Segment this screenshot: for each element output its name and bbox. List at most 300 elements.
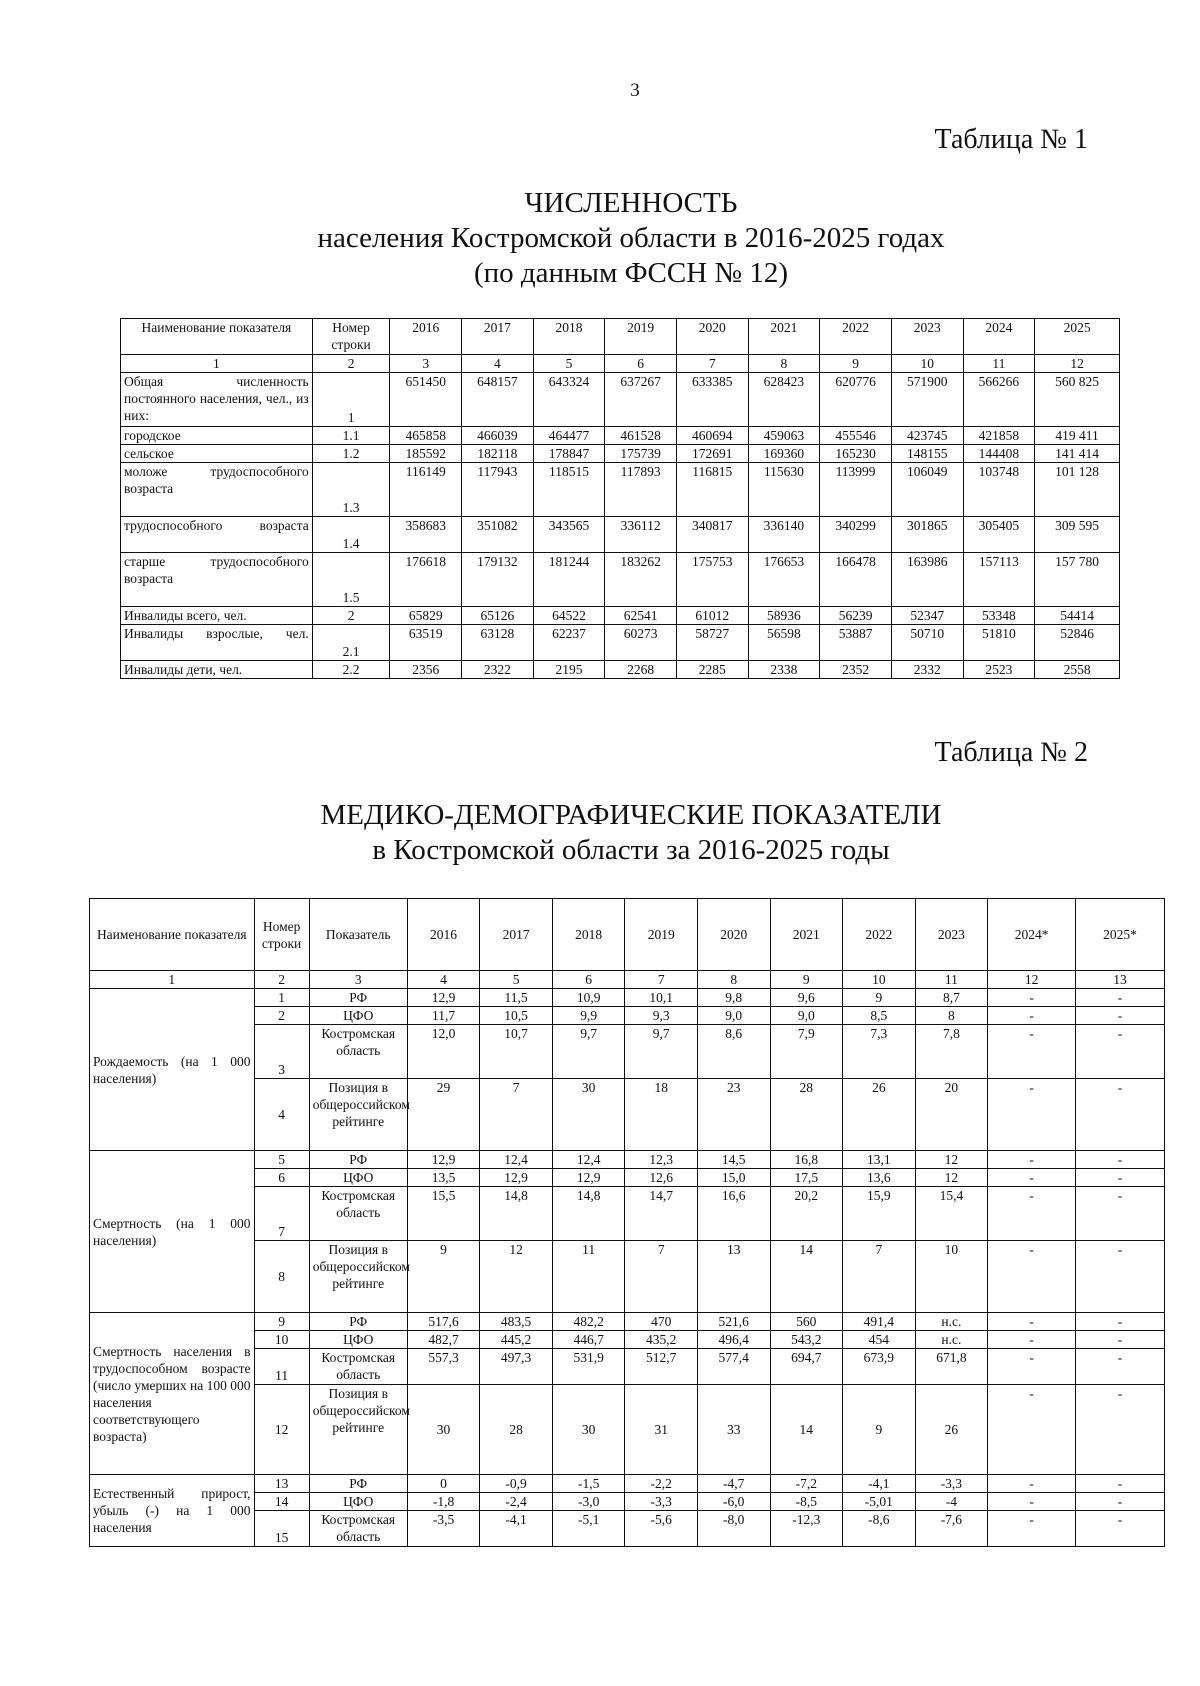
- column-header-year: 2024: [963, 319, 1035, 355]
- row-label: Инвалиды дети, чел.: [121, 661, 313, 679]
- table-cell: 56598: [748, 625, 820, 661]
- table-header-row: [121, 319, 1120, 355]
- table-header-row: [90, 899, 1165, 971]
- table-cell: 12: [480, 1241, 553, 1313]
- row-indicator: РФ: [309, 1313, 407, 1331]
- table-cell: -: [988, 1151, 1076, 1169]
- row-label: городское: [121, 427, 313, 445]
- table-cell: 340817: [676, 517, 748, 553]
- table-cell: 54414: [1035, 607, 1120, 625]
- table-cell: 13,1: [843, 1151, 916, 1169]
- table-cell: 30: [552, 1079, 625, 1151]
- row-number: 1.2: [312, 445, 390, 463]
- table-cell: -: [1076, 1079, 1165, 1151]
- column-number: 11: [915, 971, 988, 989]
- medical-demographic-table: [89, 898, 1165, 1547]
- row-number: 9: [254, 1313, 309, 1331]
- column-number: 11: [963, 355, 1035, 373]
- table-cell: 10,7: [480, 1025, 553, 1079]
- table-cell: -: [1076, 1007, 1165, 1025]
- table-cell: 560 825: [1035, 373, 1120, 427]
- table-cell: 9,9: [552, 1007, 625, 1025]
- table-cell: 12,0: [407, 1025, 480, 1079]
- column-header-year: 2018: [552, 899, 625, 971]
- column-number: 4: [462, 355, 534, 373]
- row-indicator: Позиция в общероссийском рейтинге: [309, 1241, 407, 1313]
- table-cell: -: [1076, 1511, 1165, 1547]
- row-label: Общая численность постоянного населения, чел., из них:: [121, 373, 313, 427]
- population-table: [120, 318, 1120, 679]
- table-cell: 28: [480, 1385, 553, 1475]
- column-number: 3: [309, 971, 407, 989]
- column-number: 2: [312, 355, 390, 373]
- table-cell: 531,9: [552, 1349, 625, 1385]
- column-header-year: 2020: [676, 319, 748, 355]
- table-cell: 64522: [533, 607, 605, 625]
- table-cell: 9,3: [625, 1007, 698, 1025]
- table-cell: -: [1076, 1349, 1165, 1385]
- row-label: сельское: [121, 445, 313, 463]
- row-group-label: Смертность (на 1 000 населения): [90, 1151, 255, 1313]
- table-cell: 17,5: [770, 1169, 843, 1187]
- table-cell: 12: [915, 1151, 988, 1169]
- table-cell: 58936: [748, 607, 820, 625]
- table-cell: 179132: [462, 553, 534, 607]
- table-cell: 637267: [605, 373, 677, 427]
- table-cell: 483,5: [480, 1313, 553, 1331]
- table-cell: 671,8: [915, 1349, 988, 1385]
- table-cell: -: [1076, 1331, 1165, 1349]
- table-cell: 10,5: [480, 1007, 553, 1025]
- table-cell: 117943: [462, 463, 534, 517]
- table-cell: -8,6: [843, 1511, 916, 1547]
- table-cell: 62541: [605, 607, 677, 625]
- table1-subtitle: населения Костромской области в 2016-2025 годах: [317, 222, 945, 254]
- table-cell: 15,0: [697, 1169, 770, 1187]
- row-indicator: Костромская область: [309, 1349, 407, 1385]
- table-cell: 52347: [891, 607, 963, 625]
- table-cell: -3,0: [552, 1493, 625, 1511]
- row-number: 6: [254, 1169, 309, 1187]
- table-cell: 459063: [748, 427, 820, 445]
- table-cell: -: [988, 1493, 1076, 1511]
- table-cell: -4,1: [843, 1475, 916, 1493]
- table-cell: 2332: [891, 661, 963, 679]
- table-cell: 0: [407, 1475, 480, 1493]
- table-cell: 106049: [891, 463, 963, 517]
- column-number: 5: [480, 971, 553, 989]
- table-cell: 63128: [462, 625, 534, 661]
- table2-label: Таблица № 2: [934, 737, 1088, 768]
- row-number: 8: [254, 1241, 309, 1313]
- table-cell: 14,8: [552, 1187, 625, 1241]
- table-cell: 52846: [1035, 625, 1120, 661]
- column-header-year: 2018: [533, 319, 605, 355]
- table-cell: 11: [552, 1241, 625, 1313]
- column-number: 12: [988, 971, 1076, 989]
- column-number: 2: [254, 971, 309, 989]
- column-number: 12: [1035, 355, 1120, 373]
- table-cell: 336112: [605, 517, 677, 553]
- table-cell: -: [988, 1241, 1076, 1313]
- table-cell: 33: [697, 1385, 770, 1475]
- row-indicator: РФ: [309, 1151, 407, 1169]
- column-header-year: 2020: [697, 899, 770, 971]
- table-cell: 185592: [390, 445, 462, 463]
- table-cell: 181244: [533, 553, 605, 607]
- column-header-name: Наименование показателя: [121, 319, 313, 355]
- table-cell: 7,3: [843, 1025, 916, 1079]
- table-row: [121, 661, 1120, 679]
- table-cell: 176653: [748, 553, 820, 607]
- table-cell: 512,7: [625, 1349, 698, 1385]
- table-cell: 464477: [533, 427, 605, 445]
- table-cell: -: [988, 989, 1076, 1007]
- table-cell: 65829: [390, 607, 462, 625]
- table-cell: 8: [915, 1007, 988, 1025]
- table-cell: 460694: [676, 427, 748, 445]
- table-row: [121, 607, 1120, 625]
- table-cell: 421858: [963, 427, 1035, 445]
- table-cell: 694,7: [770, 1349, 843, 1385]
- row-number: 1: [312, 373, 390, 427]
- table-cell: 12: [915, 1169, 988, 1187]
- table-cell: 61012: [676, 607, 748, 625]
- table-cell: н.с.: [915, 1313, 988, 1331]
- table-cell: 9,0: [770, 1007, 843, 1025]
- table-cell: -5,01: [843, 1493, 916, 1511]
- table-cell: 2338: [748, 661, 820, 679]
- table1-source: (по данным ФССН № 12): [473, 257, 789, 289]
- table-cell: 62237: [533, 625, 605, 661]
- table-cell: 10,1: [625, 989, 698, 1007]
- table-row: [121, 427, 1120, 445]
- table-cell: 60273: [605, 625, 677, 661]
- table-cell: 175753: [676, 553, 748, 607]
- table-cell: -: [1076, 1025, 1165, 1079]
- table-cell: 435,2: [625, 1331, 698, 1349]
- column-number: 6: [605, 355, 677, 373]
- table-cell: 633385: [676, 373, 748, 427]
- table-row: [121, 553, 1120, 607]
- row-number: 1.4: [312, 517, 390, 553]
- table-cell: 628423: [748, 373, 820, 427]
- table-cell: -7,2: [770, 1475, 843, 1493]
- table-cell: 2322: [462, 661, 534, 679]
- table-cell: -8,0: [697, 1511, 770, 1547]
- column-number: 13: [1076, 971, 1165, 989]
- row-number: 10: [254, 1331, 309, 1349]
- table-cell: 648157: [462, 373, 534, 427]
- row-number: 2.1: [312, 625, 390, 661]
- row-indicator: ЦФО: [309, 1493, 407, 1511]
- column-number: 1: [121, 355, 313, 373]
- table-cell: 14: [770, 1241, 843, 1313]
- table-cell: 9,8: [697, 989, 770, 1007]
- table-cell: 101 128: [1035, 463, 1120, 517]
- table-cell: 163986: [891, 553, 963, 607]
- row-indicator: Позиция в общероссийском рейтинге: [309, 1079, 407, 1151]
- table-cell: 10: [915, 1241, 988, 1313]
- row-indicator: ЦФО: [309, 1331, 407, 1349]
- row-indicator: Костромская область: [309, 1511, 407, 1547]
- column-number: 3: [390, 355, 462, 373]
- row-number: 12: [254, 1385, 309, 1475]
- table-row: [90, 1475, 1165, 1493]
- row-number: 11: [254, 1349, 309, 1385]
- table-cell: 12,9: [552, 1169, 625, 1187]
- table-cell: 2195: [533, 661, 605, 679]
- table-cell: 12,6: [625, 1169, 698, 1187]
- table-cell: 12,4: [552, 1151, 625, 1169]
- table-cell: -: [988, 1313, 1076, 1331]
- column-header-year: 2023: [891, 319, 963, 355]
- column-header-year: 2022: [820, 319, 892, 355]
- table-cell: 118515: [533, 463, 605, 517]
- column-number: 10: [891, 355, 963, 373]
- table-cell: 18: [625, 1079, 698, 1151]
- table-cell: 557,3: [407, 1349, 480, 1385]
- row-number: 4: [254, 1079, 309, 1151]
- table-cell: -: [1076, 1475, 1165, 1493]
- table-cell: 7,9: [770, 1025, 843, 1079]
- table-cell: 491,4: [843, 1313, 916, 1331]
- column-header-year: 2021: [770, 899, 843, 971]
- table1-title: ЧИСЛЕННОСТЬ: [524, 187, 738, 219]
- row-number: 13: [254, 1475, 309, 1493]
- column-header-year: 2016: [407, 899, 480, 971]
- table-cell: 14: [770, 1385, 843, 1475]
- table-cell: 9: [843, 1385, 916, 1475]
- table-cell: 9,7: [552, 1025, 625, 1079]
- table-cell: 63519: [390, 625, 462, 661]
- table-cell: 419 411: [1035, 427, 1120, 445]
- table-cell: 65126: [462, 607, 534, 625]
- table-row: [121, 625, 1120, 661]
- row-label: трудоспособного возраста: [121, 517, 313, 553]
- table-cell: 28: [770, 1079, 843, 1151]
- table-cell: 15,9: [843, 1187, 916, 1241]
- table-cell: -: [988, 1025, 1076, 1079]
- table-cell: 58727: [676, 625, 748, 661]
- column-number: 10: [843, 971, 916, 989]
- table-row: [90, 1151, 1165, 1169]
- table-cell: 23: [697, 1079, 770, 1151]
- table-cell: 571900: [891, 373, 963, 427]
- row-number: 2: [254, 1007, 309, 1025]
- table-cell: -: [988, 1475, 1076, 1493]
- table-cell: 169360: [748, 445, 820, 463]
- table-row: [90, 1313, 1165, 1331]
- table-cell: -: [988, 1079, 1076, 1151]
- table-cell: 9,0: [697, 1007, 770, 1025]
- column-number: 6: [552, 971, 625, 989]
- table-cell: 113999: [820, 463, 892, 517]
- column-number: 5: [533, 355, 605, 373]
- table-cell: 2285: [676, 661, 748, 679]
- table-cell: -5,1: [552, 1511, 625, 1547]
- table-cell: 12,3: [625, 1151, 698, 1169]
- table-cell: 8,5: [843, 1007, 916, 1025]
- table-cell: -2,4: [480, 1493, 553, 1511]
- table-row: [90, 989, 1165, 1007]
- column-header-year: 2023: [915, 899, 988, 971]
- table-cell: -1,5: [552, 1475, 625, 1493]
- table-cell: -6,0: [697, 1493, 770, 1511]
- table-cell: 343565: [533, 517, 605, 553]
- row-indicator: ЦФО: [309, 1007, 407, 1025]
- table-cell: 183262: [605, 553, 677, 607]
- table-cell: 12,9: [480, 1169, 553, 1187]
- row-label: Инвалиды взрослые, чел.: [121, 625, 313, 661]
- table-cell: 117893: [605, 463, 677, 517]
- table-cell: 30: [407, 1385, 480, 1475]
- column-header-year: 2017: [462, 319, 534, 355]
- table-cell: 351082: [462, 517, 534, 553]
- table-cell: 7,8: [915, 1025, 988, 1079]
- table-cell: -: [1076, 1151, 1165, 1169]
- table-cell: 446,7: [552, 1331, 625, 1349]
- table-cell: 7: [843, 1241, 916, 1313]
- table-cell: 358683: [390, 517, 462, 553]
- row-indicator: Позиция в общероссийском рейтинге: [309, 1385, 407, 1475]
- table-cell: 9,7: [625, 1025, 698, 1079]
- row-group-label: Рождаемость (на 1 000 населения): [90, 989, 255, 1151]
- row-group-label: Естественный прирост, убыль (-) на 1 000 населения: [90, 1475, 255, 1547]
- table-cell: 2356: [390, 661, 462, 679]
- column-number: 7: [676, 355, 748, 373]
- column-number: 9: [820, 355, 892, 373]
- table-cell: 455546: [820, 427, 892, 445]
- column-header-indicator: Показатель: [309, 899, 407, 971]
- column-header-year: 2025: [1035, 319, 1120, 355]
- row-indicator: РФ: [309, 1475, 407, 1493]
- table-cell: 577,4: [697, 1349, 770, 1385]
- row-number: 3: [254, 1025, 309, 1079]
- table-cell: 482,7: [407, 1331, 480, 1349]
- table-cell: -3,3: [915, 1475, 988, 1493]
- table-cell: 305405: [963, 517, 1035, 553]
- column-number: 1: [90, 971, 255, 989]
- table-cell: -: [988, 1169, 1076, 1187]
- table-cell: -: [1076, 989, 1165, 1007]
- table-cell: 482,2: [552, 1313, 625, 1331]
- row-group-label: Смертность населения в трудоспособном возрасте (число умерших на 100 000 населения соответствующего возраста): [90, 1313, 255, 1475]
- table-cell: 166478: [820, 553, 892, 607]
- column-header-year: 2022: [843, 899, 916, 971]
- table-cell: 26: [915, 1385, 988, 1475]
- table-cell: 11,7: [407, 1007, 480, 1025]
- table-cell: 309 595: [1035, 517, 1120, 553]
- table-cell: 14,7: [625, 1187, 698, 1241]
- table-cell: -: [988, 1385, 1076, 1475]
- table-cell: 14,8: [480, 1187, 553, 1241]
- table-cell: 517,6: [407, 1313, 480, 1331]
- table-cell: 20: [915, 1079, 988, 1151]
- table-cell: 340299: [820, 517, 892, 553]
- table-cell: 115630: [748, 463, 820, 517]
- table-cell: -0,9: [480, 1475, 553, 1493]
- table-cell: 116149: [390, 463, 462, 517]
- row-number: 5: [254, 1151, 309, 1169]
- table-cell: 2523: [963, 661, 1035, 679]
- table-cell: 31: [625, 1385, 698, 1475]
- column-number: 8: [748, 355, 820, 373]
- table-cell: 673,9: [843, 1349, 916, 1385]
- table-cell: 560: [770, 1313, 843, 1331]
- table-cell: 8,7: [915, 989, 988, 1007]
- table-cell: 20,2: [770, 1187, 843, 1241]
- table-cell: 157 780: [1035, 553, 1120, 607]
- table-cell: 176618: [390, 553, 462, 607]
- table-cell: -: [1076, 1493, 1165, 1511]
- table-cell: 51810: [963, 625, 1035, 661]
- table-cell: -4: [915, 1493, 988, 1511]
- table-cell: 14,5: [697, 1151, 770, 1169]
- column-number: 9: [770, 971, 843, 989]
- column-header-line: Номер строки: [312, 319, 390, 355]
- table-cell: 148155: [891, 445, 963, 463]
- table-cell: 15,5: [407, 1187, 480, 1241]
- table-cell: 12,9: [407, 1151, 480, 1169]
- table-cell: -12,3: [770, 1511, 843, 1547]
- table-cell: 11,5: [480, 989, 553, 1007]
- table-cell: -: [1076, 1313, 1165, 1331]
- table-cell: 445,2: [480, 1331, 553, 1349]
- table-row: [121, 445, 1120, 463]
- table-cell: 12,9: [407, 989, 480, 1007]
- table-cell: -: [1076, 1385, 1165, 1475]
- table2-subtitle: в Костромской области за 2016-2025 годы: [372, 834, 890, 866]
- row-indicator: Костромская область: [309, 1025, 407, 1079]
- table-cell: -2,2: [625, 1475, 698, 1493]
- table-cell: 13: [697, 1241, 770, 1313]
- row-indicator: РФ: [309, 989, 407, 1007]
- table-cell: 7: [480, 1079, 553, 1151]
- table-cell: 643324: [533, 373, 605, 427]
- table-cell: 454: [843, 1331, 916, 1349]
- table-cell: -: [988, 1349, 1076, 1385]
- table-cell: 144408: [963, 445, 1035, 463]
- column-header-year: 2019: [625, 899, 698, 971]
- row-label: старше трудоспособного возраста: [121, 553, 313, 607]
- column-header-name: Наименование показателя: [90, 899, 255, 971]
- table-cell: -1,8: [407, 1493, 480, 1511]
- table-cell: 461528: [605, 427, 677, 445]
- table-cell: -: [988, 1511, 1076, 1547]
- column-header-year: 2016: [390, 319, 462, 355]
- table-cell: 29: [407, 1079, 480, 1151]
- table-cell: 9,6: [770, 989, 843, 1007]
- table-row: [121, 463, 1120, 517]
- table-cell: 301865: [891, 517, 963, 553]
- column-number-row: [121, 355, 1120, 373]
- table-cell: -4,1: [480, 1511, 553, 1547]
- table-cell: 7: [625, 1241, 698, 1313]
- table-cell: -: [988, 1187, 1076, 1241]
- table-cell: 175739: [605, 445, 677, 463]
- row-indicator: Костромская область: [309, 1187, 407, 1241]
- table-cell: 16,6: [697, 1187, 770, 1241]
- row-number: 1: [254, 989, 309, 1007]
- table-cell: 543,2: [770, 1331, 843, 1349]
- table-cell: 336140: [748, 517, 820, 553]
- table-cell: -: [988, 1331, 1076, 1349]
- table-cell: -: [1076, 1169, 1165, 1187]
- table-cell: 497,3: [480, 1349, 553, 1385]
- column-number: 8: [697, 971, 770, 989]
- table-cell: 157113: [963, 553, 1035, 607]
